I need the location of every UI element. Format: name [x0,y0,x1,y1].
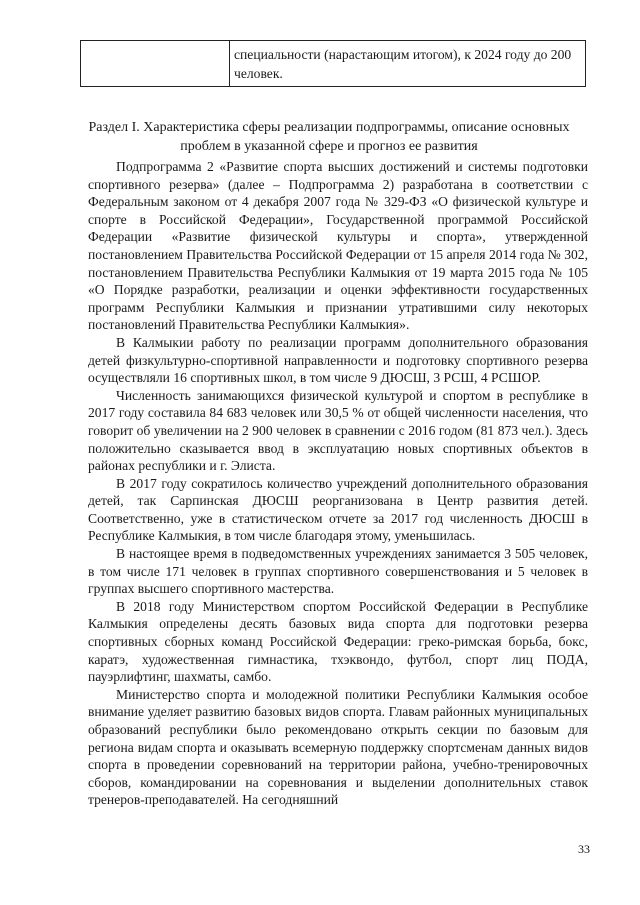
table-fragment [80,40,586,87]
section-heading: Раздел I. Характеристика сферы реализации подпрограммы, описание основных проблем в указанной сфере и прогноз ее развития [88,120,570,154]
body-text [88,158,588,809]
table-cell-right: специальности (нарастающим итогом), к 2024 году до 200 человек. [230,41,586,87]
paragraph: Численность занимающихся физической культурой и спортом в республике в 2017 году составила 84 683 человек или 30,5 % от общей численности населения, что говорит об увеличении на 2 900 человек в сравнении с 2016 годом (81 873 чел.). Здесь положительно сказывается ввод в эксплуатацию новых спортивных объектов в районах республики и г. Элиста. [88,387,588,474]
paragraph: Подпрограмма 2 «Развитие спорта высших достижений и системы подготовки спортивного резерва» (далее – Подпрограмма 2) разработана в соответствии с Федеральным законом от 4 декабря 2007 года № 329-ФЗ «О физической культуре и спорте в Российской Федерации», Государственной программой Российской Федерации «Развитие физической культуры и спорта», утвержденной постановлением Правительства Российской Федерации от 15 апреля 2014 года № 302, постановлением Правительства Республики Калмыкия от 19 марта 2015 года № 105 «О Порядке разработки, реализации и оценки эффективности государственных программ Республики Калмыкия и признании утратившими силу некоторых постановлений Правительства Республики Калмыкия». [88,159,588,333]
table-row [81,41,586,87]
paragraph: Министерство спорта и молодежной политики Республики Калмыкия особое внимание уделяет развитию базовых видов спорта. Главам районных муниципальных образований республики было рекомендовано открыть секции по базовым для региона видам спорта и оказывать всемерную поддержку спортсменам данных видов спорта в проведении соревнований на территории района, учебно-тренировочных сборов, командировании на соревнования и выделении дополнительных ставок тренеров-преподавателей. На сегодняшний [88,686,588,808]
paragraph: В 2018 году Министерством спортом Российской Федерации в Республике Калмыкия определены десять базовых вида спорта для подготовки резерва спортивных сборных команд Российской Федерации: греко-римская борьба, бокс, каратэ, художественная гимнастика, тхэквондо, футбол, спорт лиц ПОДА, пауэрлифтинг, шахматы, самбо. [88,598,588,685]
page-number: 33 [578,842,590,856]
paragraph: В настоящее время в подведомственных учреждениях занимается 3 505 человек, в том числе 171 человек в группах спортивного совершенствования и 5 человек в группах высшего спортивного мастерства. [88,546,588,597]
table-cell-left [81,41,230,87]
paragraph: В Калмыкии работу по реализации программ дополнительного образования детей физкультурно-спортивной направленности и подготовку спортивного резерва осуществляли 16 спортивных школ, в том числе 9 ДЮСШ, 3 РСШ, 4 РСШОР. [88,334,588,386]
paragraph: В 2017 году сократилось количество учреждений дополнительного образования детей, так Сарпинская ДЮСШ реорганизована в Центр развития детей. Соответственно, уже в статистическом отчете за 2017 год численность ДЮСШ в Республике Калмыкия, в том числе благодаря этому, уменьшилась. [88,475,588,544]
